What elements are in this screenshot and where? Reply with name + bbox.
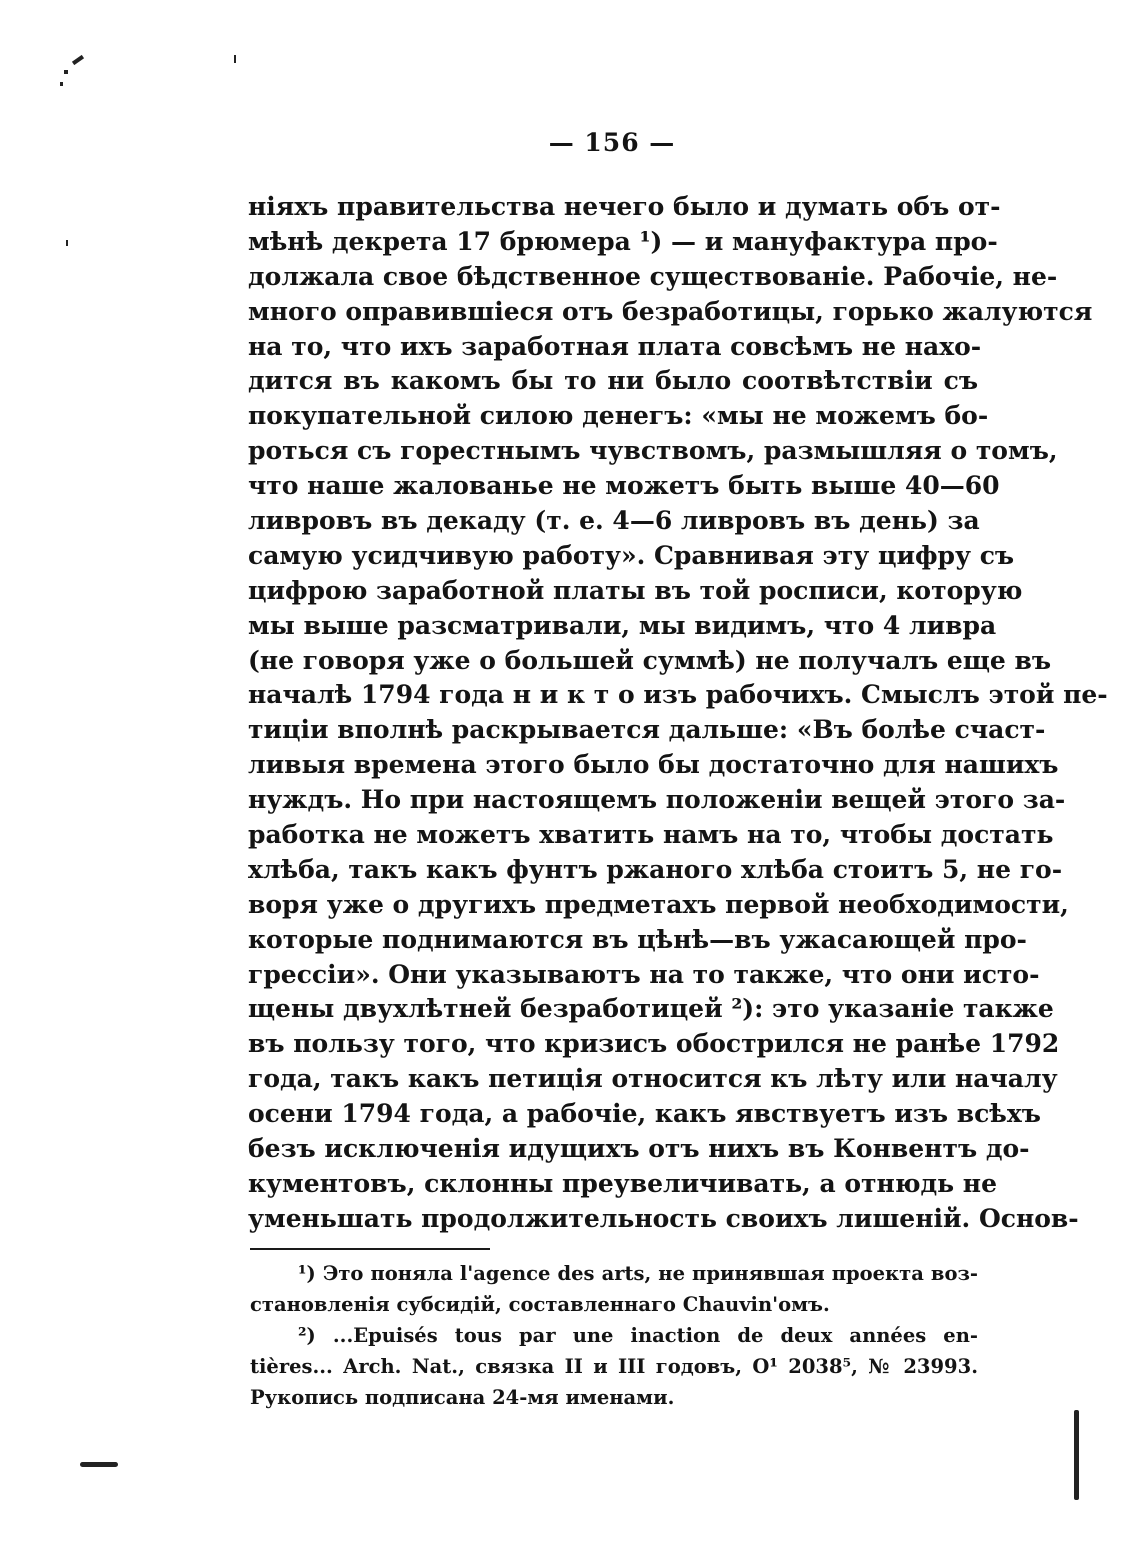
text-line: щены двухлѣтней безработицей ²): это указаніе также [248, 994, 1054, 1024]
text-line: ливыя времена этого было бы достаточно для нашихъ [248, 750, 1059, 780]
page-number: — 156 — [548, 128, 676, 157]
footnote-line: ²) ...Epuisés tous par une inaction de deux années en- [298, 1324, 978, 1347]
text-line: воря уже о другихъ предметахъ первой необходимости, [248, 889, 1069, 919]
footnotes [250, 1258, 978, 1413]
text-line: хлѣба, такъ какъ фунтъ ржаного хлѣба стоитъ 5, не го- [248, 854, 1063, 884]
text-line: на то, что ихъ заработная плата совсѣмъ не нахо- [248, 331, 982, 361]
text-line: цифрою заработной платы въ той росписи, которую [248, 575, 1023, 605]
text-line: тиціи вполнѣ раскрывается дальше: «Въ болѣе счаст- [248, 715, 1046, 745]
text-line: самую усидчивую работу». Сравнивая эту цифру съ [248, 540, 1015, 570]
text-line: покупательной силою денегъ: «мы не можемъ бо- [248, 401, 989, 431]
text-line: уменьшать продолжительность своихъ лишеній. Основ- [248, 1203, 1079, 1233]
scan-speck [234, 55, 236, 63]
text-line: дится въ какомъ бы то ни было соотвѣтствіи съ [248, 366, 978, 396]
text-line: ніяхъ правительства нечего было и думать объ от- [248, 192, 1001, 221]
footnote-line: ¹) Это поняла l'agence des arts, не принявшая проекта воз- [298, 1262, 978, 1285]
scan-speck [1074, 1410, 1079, 1500]
text-line: что наше жалованье не можетъ быть выше 40—60 [248, 471, 1000, 501]
footnote-line: становленія субсидій, составленнаго Chauvin'омъ. [250, 1293, 830, 1316]
text-line: осени 1794 года, а рабочіе, какъ явствуетъ изъ всѣхъ [248, 1099, 1041, 1129]
text-line: которые поднимаются въ цѣнѣ—въ ужасающей про- [248, 924, 1027, 954]
text-line: должала свое бѣдственное существованіе. Рабочіе, не- [248, 261, 1058, 291]
text-line: роться съ горестнымъ чувствомъ, размышляя о томъ, [248, 436, 1058, 466]
text-line: безъ исключенія идущихъ отъ нихъ въ Конвентъ до- [248, 1134, 1030, 1164]
scan-speck [80, 1462, 118, 1467]
text-line: кументовъ, склонны преувеличивать, а отнюдь не [248, 1168, 997, 1198]
scan-speck [66, 240, 68, 246]
footnote-line: tières... Arch. Nat., связка II и III годовъ, O¹ 2038⁵, № 23993. [250, 1355, 978, 1378]
scan-speck [60, 82, 63, 86]
text-line: мѣнѣ декрета 17 брюмера ¹) — и мануфактура про- [248, 226, 998, 256]
footnote-line: Рукопись подписана 24-мя именами. [250, 1386, 675, 1409]
text-line: года, такъ какъ петиція относится къ лѣту или началу [248, 1064, 1058, 1094]
text-line: мы выше разсматривали, мы видимъ, что 4 ливра [248, 610, 997, 640]
text-line: ливровъ въ декаду (т. е. 4—6 ливровъ въ день) за [248, 506, 980, 536]
scan-speck [64, 70, 68, 74]
text-line: началѣ 1794 года н и к т о изъ рабочихъ. Смыслъ этой пе- [248, 680, 1108, 710]
text-line: въ пользу того, что кризисъ обострился не ранѣе 1792 [248, 1029, 1060, 1059]
text-line: (не говоря уже о большей суммѣ) не получалъ еще въ [248, 645, 1052, 675]
footnote-separator [250, 1248, 490, 1250]
text-line: работка не можетъ хватить намъ на то, чтобы достать [248, 820, 1054, 850]
scan-speck [72, 55, 84, 65]
text-line: нуждъ. Но при настоящемъ положеніи вещей этого за- [248, 785, 1066, 815]
body-text [248, 190, 1108, 1237]
text-line: грессіи». Они указываютъ на то также, что они исто- [248, 959, 1040, 989]
text-line: много оправившіеся отъ безработицы, горько жалуются [248, 296, 1093, 326]
